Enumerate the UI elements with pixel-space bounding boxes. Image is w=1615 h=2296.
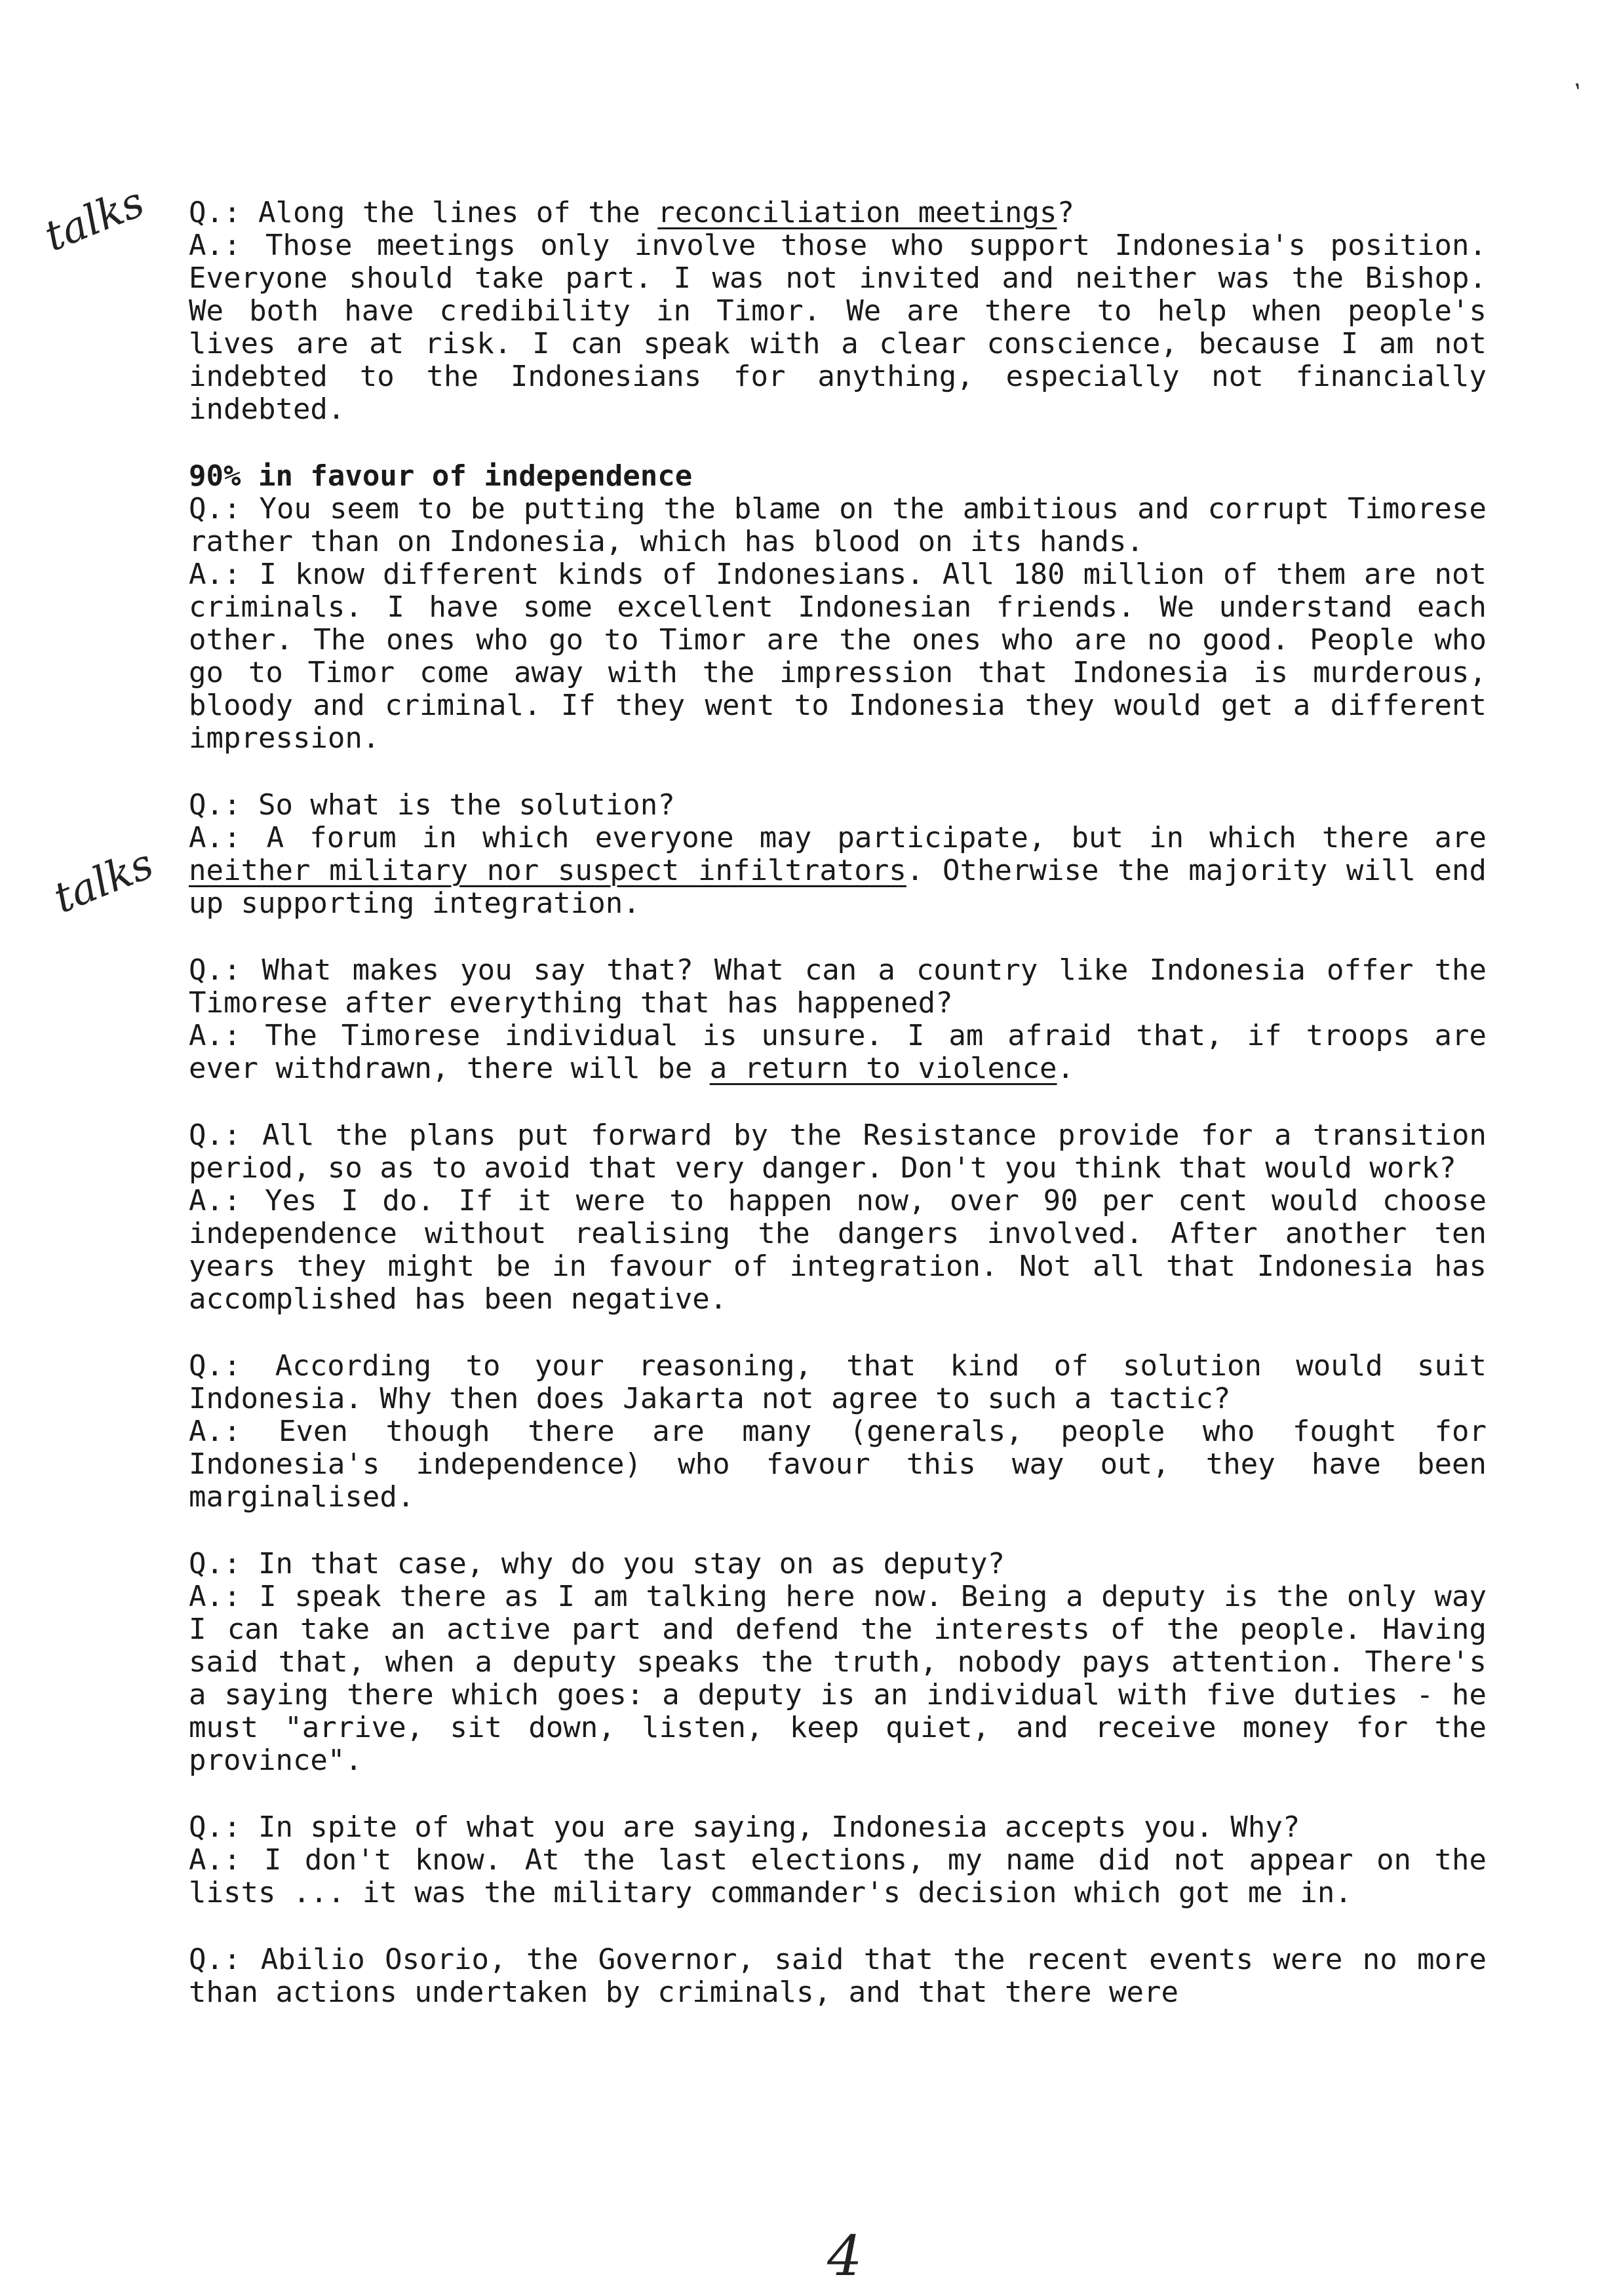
question-line: Q.: So what is the solution? (189, 788, 675, 822)
question-line: Q.: What makes you say that? What can a country like Indonesia offer the Timorese after everything that has happened? (189, 953, 1487, 1020)
question-line: Q.: Abilio Osorio, the Governor, said that the recent events were no more than actions undertaken by criminals, and that there were (189, 1943, 1487, 2009)
answer-line: A.: I don't know. At the last elections, my name did not appear on the lists ... it was the military commander's decision which got me in. (189, 1843, 1487, 1909)
qa-block (189, 1548, 1487, 1777)
underlined-phrase: neither military nor suspect infiltrators (189, 854, 906, 887)
answer-line: A.: I know different kinds of Indonesians. All 180 million of them are not criminals. I have some excellent Indonesian friends. We understand each other. The ones who go to Timor are the ones who are no good. People who go to Timor come away with the impression that Indonesia is murderous, bloody and criminal. If they went to Indonesia they would get a different impression. (189, 558, 1487, 755)
scan-speck: ’ (1569, 78, 1591, 105)
answer-line: A.: Even though there are many (generals, people who fought for Indonesia's independence) who favour this way out, they have been marginalised. (189, 1415, 1487, 1514)
question-line: Q.: In spite of what you are saying, Indonesia accepts you. Why? (189, 1810, 1300, 1844)
question-line: Q.: Along the lines of the reconciliation meetings? (189, 196, 1075, 229)
qa-block (189, 1943, 1487, 2009)
question-line: Q.: All the plans put forward by the Resistance provide for a transition period, so as to avoid that very danger. Don't you think that would work? (189, 1119, 1487, 1185)
answer-line: A.: A forum in which everyone may participate, but in which there are neither military nor suspect infiltrators. Otherwise the majority will end up supporting integration. (189, 821, 1487, 920)
question-line: Q.: According to your reasoning, that kind of solution would suit Indonesia. Why then does Jakarta not agree to such a tactic? (189, 1349, 1487, 1415)
qa-block (189, 954, 1487, 1085)
answer-line: A.: Yes I do. If it were to happen now, over 90 per cent would choose independence without realising the dangers involved. After another ten years they might be in favour of integration. Not all that Indonesia has accomplished has been negative. (189, 1184, 1487, 1316)
qa-block (189, 1811, 1487, 1909)
page-number: 4 (827, 2224, 863, 2288)
question-line: Q.: You seem to be putting the blame on the ambitious and corrupt Timorese rather than on Indonesia, which has blood on its hands. (189, 492, 1487, 558)
answer-line: A.: The Timorese individual is unsure. I am afraid that, if troops are ever withdrawn, there will be a return to violence. (189, 1019, 1487, 1085)
underlined-phrase: a return to violence (709, 1052, 1057, 1085)
margin-note-talks-1: talks (38, 178, 151, 261)
qa-block (189, 789, 1487, 920)
margin-note-talks-2: talks (47, 839, 161, 923)
section-heading: 90% in favour of independence (189, 459, 693, 493)
answer-line: A.: I speak there as I am talking here now. Being a deputy is the only way I can take an active part and defend the interests of the people. Having said that, when a deputy speaks the truth, nobody pays attention. There's a saying there which goes: a deputy is an individual with five duties - he must "arrive, sit down, listen, keep quiet, and receive money for the province". (189, 1580, 1487, 1777)
document-body (189, 197, 1487, 2043)
qa-block (189, 1119, 1487, 1316)
underlined-phrase: reconciliation meetings (657, 196, 1057, 229)
question-line: Q.: In that case, why do you stay on as deputy? (189, 1547, 1005, 1580)
qa-block (189, 197, 1487, 426)
qa-block (189, 460, 1487, 755)
qa-block (189, 1350, 1487, 1514)
answer-line: A.: Those meetings only involve those who support Indonesia's position. Everyone should take part. I was not invited and neither was the Bishop. We both have credibility in Timor. We are there to help when people's lives are at risk. I can speak with a clear conscience, because I am not indebted to the Indonesians for anything, especially not financially indebted. (189, 229, 1487, 426)
